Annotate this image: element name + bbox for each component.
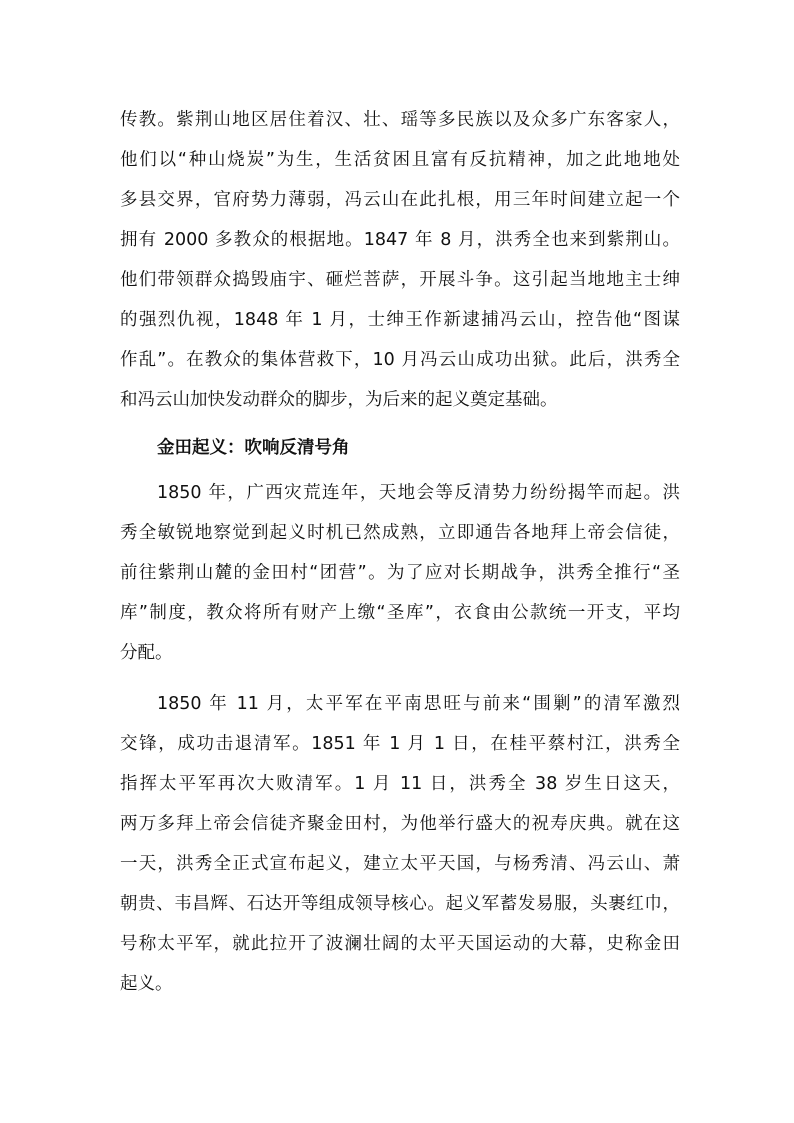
text-line: 一天，洪秀全正式宣布起义，建立太平天国，与杨秀清、冯云山、萧 — [120, 854, 680, 874]
text-line: 交锋，成功击退清军。1851 年 1 月 1 日，在桂平蔡村江，洪秀全 — [120, 734, 680, 754]
text-line: 和冯云山加快发动群众的脚步，为后来的起义奠定基础。 — [120, 390, 558, 410]
text-line: 作乱”。在教众的集体营救下，10 月冯云山成功出狱。此后，洪秀全 — [120, 350, 680, 370]
text-line: 他们带领群众捣毁庙宇、砸烂菩萨，开展斗争。这引起当地地主士绅 — [120, 270, 680, 290]
section-heading: 金田起义：吹响反清号角 — [157, 438, 350, 458]
text-line: 号称太平军，就此拉开了波澜壮阔的太平天国运动的大幕，史称金田 — [120, 934, 680, 954]
text-line: 两万多拜上帝会信徒齐聚金田村，为他举行盛大的祝寿庆典。就在这 — [120, 814, 680, 834]
text-line: 的强烈仇视，1848 年 1 月，士绅王作新逮捕冯云山，控告他“图谋 — [120, 310, 680, 330]
text-line: 传教。紫荆山地区居住着汉、壮、瑶等多民族以及众多广东客家人， — [120, 110, 680, 130]
text-line: 1850 年，广西灾荒连年，天地会等反清势力纷纷揭竿而起。洪 — [157, 483, 680, 503]
text-line: 分配。 — [120, 643, 173, 663]
text-line: 指挥太平军再次大败清军。1 月 11 日，洪秀全 38 岁生日这天， — [120, 774, 680, 794]
text-line: 拥有 2000 多教众的根据地。1847 年 8 月，洪秀全也来到紫荆山。 — [120, 230, 680, 250]
text-line: 1850 年 11 月，太平军在平南思旺与前来“围剿”的清军激烈 — [157, 694, 680, 714]
text-line: 他们以“种山烧炭”为生，生活贫困且富有反抗精神，加之此地地处 — [120, 150, 680, 170]
text-line: 朝贵、韦昌辉、石达开等组成领导核心。起义军蓄发易服，头裹红巾， — [120, 894, 680, 914]
text-line: 秀全敏锐地察觉到起义时机已然成熟，立即通告各地拜上帝会信徒， — [120, 523, 680, 543]
text-line: 多县交界，官府势力薄弱，冯云山在此扎根，用三年时间建立起一个 — [120, 190, 680, 210]
text-line: 前往紫荆山麓的金田村“团营”。为了应对长期战争，洪秀全推行“圣 — [120, 563, 680, 583]
text-line: 起义。 — [120, 974, 173, 994]
text-line: 库”制度，教众将所有财产上缴“圣库”，衣食由公款统一开支，平均 — [120, 603, 680, 623]
